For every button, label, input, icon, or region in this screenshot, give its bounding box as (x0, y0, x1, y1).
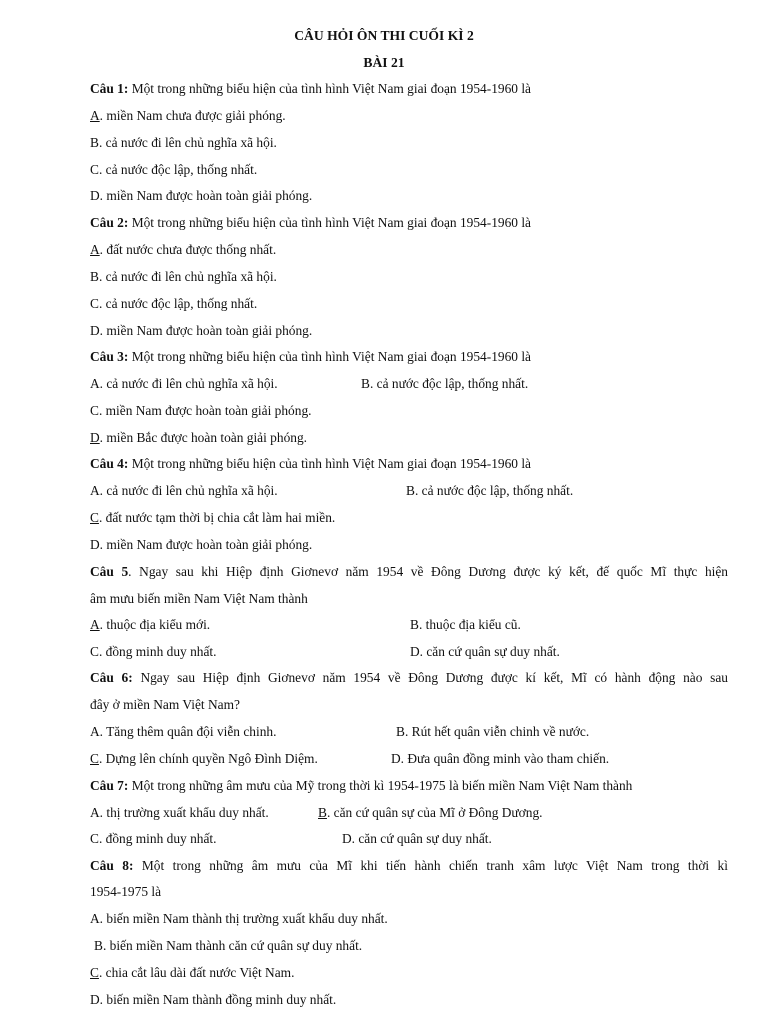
q8-option-b: B. biến miền Nam thành căn cứ quân sự duy nhất. (94, 938, 363, 953)
option-letter-correct: C (90, 965, 99, 980)
question-label: Câu 7: (90, 778, 129, 793)
question-label: Câu 5 (90, 564, 129, 579)
question-text: Một trong những biểu hiện của tình hình Việt Nam giai đoạn 1954-1960 là (131, 81, 531, 96)
question-text: Một trong những biểu hiện của tình hình Việt Nam giai đoạn 1954-1960 là (131, 456, 531, 471)
option-letter-correct: A (90, 617, 100, 632)
q4-option-c: C. đất nước tạm thời bị chia cắt làm hai miền. (90, 510, 336, 525)
question-5-stem (90, 564, 728, 580)
question-8-stem (90, 858, 728, 874)
question-label: Câu 4: (90, 456, 129, 471)
option-letter-correct: B (318, 805, 327, 820)
q7-option-a: A. thị trường xuất khẩu duy nhất. (90, 805, 269, 820)
q1-option-a: A. miền Nam chưa được giải phóng. (90, 108, 286, 123)
q6-option-a: A. Tăng thêm quân đội viễn chinh. (90, 724, 277, 739)
q4-option-d: D. miền Nam được hoàn toàn giải phóng. (90, 537, 313, 552)
q7-option-c: C. đồng minh duy nhất. (90, 831, 217, 846)
question-text: Ngay sau Hiệp định Giơnevơ năm 1954 về Đông Dương được kí kết, Mĩ có hành động nào sau (140, 670, 728, 685)
q4-option-b: B. cả nước độc lập, thống nhất. (406, 483, 574, 498)
q1-option-d: D. miền Nam được hoàn toàn giải phóng. (90, 188, 313, 203)
option-letter-correct: C (90, 751, 99, 766)
q5-option-c: C. đồng minh duy nhất. (90, 644, 217, 659)
question-3-stem (90, 349, 531, 365)
question-text: Một trong những âm mưu của Mĩ khi tiến hành chiến tranh xâm lược Việt Nam trong thời kì (141, 858, 728, 873)
question-2-stem (90, 215, 531, 231)
q6-option-d: D. Đưa quân đồng minh vào tham chiến. (391, 751, 610, 766)
q5-option-a: A. thuộc địa kiểu mới. (90, 617, 211, 632)
document-title: CÂU HỎI ÔN THI CUỐI KÌ 2 (294, 28, 474, 43)
question-6-stem-cont: đây ở miền Nam Việt Nam? (90, 697, 240, 712)
q2-option-a: A. đất nước chưa được thống nhất. (90, 242, 277, 257)
question-4-stem (90, 456, 531, 472)
q2-option-d: D. miền Nam được hoàn toàn giải phóng. (90, 323, 313, 338)
q8-option-c: C. chia cắt lâu dài đất nước Việt Nam. (90, 965, 295, 980)
q8-option-a: A. biến miền Nam thành thị trường xuất khẩu duy nhất. (90, 911, 388, 926)
question-5-stem-cont: âm mưu biến miền Nam Việt Nam thành (90, 591, 308, 606)
q7-option-d: D. căn cứ quân sự duy nhất. (342, 831, 492, 846)
question-label: Câu 2: (90, 215, 129, 230)
question-8-stem-cont: 1954-1975 là (90, 884, 162, 899)
option-letter-correct: A (90, 108, 100, 123)
q8-option-d: D. biến miền Nam thành đồng minh duy nhất. (90, 992, 337, 1007)
question-label: Câu 8: (90, 858, 134, 873)
q6-option-b: B. Rút hết quân viễn chinh về nước. (396, 724, 590, 739)
q2-option-b: B. cả nước đi lên chủ nghĩa xã hội. (90, 269, 277, 284)
question-label: Câu 3: (90, 349, 129, 364)
q1-option-c: C. cả nước độc lập, thống nhất. (90, 162, 258, 177)
question-text: . Ngay sau khi Hiệp định Giơnevơ năm 1954 về Đông Dương được ký kết, đế quốc Mĩ thực hiện (128, 564, 729, 579)
option-letter-correct: D (90, 430, 100, 445)
q3-option-b: B. cả nước độc lập, thống nhất. (361, 376, 529, 391)
question-text: Một trong những âm mưu của Mỹ trong thời kì 1954-1975 là biến miền Nam Việt Nam thành (131, 778, 633, 793)
q5-option-d: D. căn cứ quân sự duy nhất. (410, 644, 560, 659)
q3-option-a: A. cả nước đi lên chủ nghĩa xã hội. (90, 376, 278, 391)
q6-option-c: C. Dựng lên chính quyền Ngô Đình Diệm. (90, 751, 318, 766)
question-6-stem (90, 670, 728, 686)
option-letter-correct: C (90, 510, 99, 525)
q7-option-b: B. căn cứ quân sự của Mĩ ở Đông Dương. (318, 805, 543, 820)
q2-option-c: C. cả nước độc lập, thống nhất. (90, 296, 258, 311)
question-text: Một trong những biểu hiện của tình hình Việt Nam giai đoạn 1954-1960 là (131, 215, 531, 230)
q3-option-c: C. miền Nam được hoàn toàn giải phóng. (90, 403, 312, 418)
option-letter-correct: A (90, 242, 100, 257)
question-label: Câu 1: (90, 81, 129, 96)
q4-option-a: A. cả nước đi lên chủ nghĩa xã hội. (90, 483, 278, 498)
q3-option-d: D. miền Bắc được hoàn toàn giải phóng. (90, 430, 308, 445)
lesson-title: BÀI 21 (363, 55, 405, 70)
question-1-stem (90, 81, 531, 97)
q5-option-b: B. thuộc địa kiểu cũ. (410, 617, 521, 632)
q1-option-b: B. cả nước đi lên chủ nghĩa xã hội. (90, 135, 277, 150)
question-7-stem (90, 778, 632, 794)
question-label: Câu 6: (90, 670, 133, 685)
question-text: Một trong những biểu hiện của tình hình Việt Nam giai đoạn 1954-1960 là (131, 349, 531, 364)
